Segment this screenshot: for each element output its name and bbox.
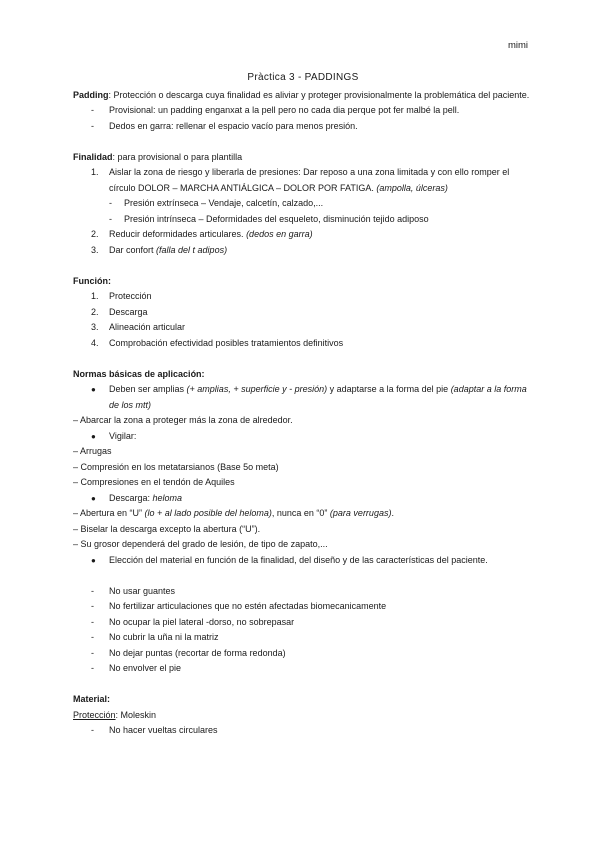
dash-marker: - [91,601,94,611]
list-item [73,305,533,321]
finalidad-text: : para provisional o para plantilla [112,151,243,162]
number-marker: 1. [91,291,99,301]
list-item [73,382,533,413]
list-item [73,243,533,259]
text-line: – Abarcar la zona a proteger más la zona de alrededor. [73,415,293,425]
dash-marker: - [109,213,112,224]
list-item [73,630,533,646]
list-item-text: Provisional: un padding enganxat a la pell pero no cada dia perque pot fer malbé la pell. [109,105,460,115]
list-item-text: No ocupar la piel lateral -dorso, no sobrepasar [109,616,295,627]
dash-marker: - [91,632,94,642]
proteccion-line [73,708,533,724]
number-marker: 4. [91,337,99,348]
padding-text: : Protección o descarga cuya finalidad es aliviar y proteger provisionalmente la problemática del paciente. [108,89,530,100]
text-line: – Abertura en “U” (lo + al lado posible del heloma), nunca en “0” (para verrugas). [73,508,394,518]
list-item-text: Presión extrínseca – Vendaje, calcetín, calzado,... [124,198,324,208]
number-marker: 3. [91,244,99,255]
text-line: – Su grosor dependerá del grado de lesión, de tipo de zapato,... [73,539,328,549]
list-item-text: Alineación articular [109,322,186,332]
list-item [73,227,533,243]
bullet-marker: ● [91,555,96,565]
bullet-marker: ● [91,385,96,394]
number-marker: 2. [91,306,99,317]
list-item-text: Deben ser amplias (+ amplias, + superficie y - presión) y adaptarse a la forma del pie (adaptar a la forma de los mtt) [109,384,527,410]
list-item-text: Vigilar: [109,430,137,441]
number-marker: 3. [91,322,99,332]
list-item-text: No hacer vueltas circulares [109,725,218,735]
padding-label: Padding [73,89,109,100]
list-item [73,615,533,631]
list-item-text: Elección del material en función de la finalidad, del diseño y de las características del paciente. [109,554,488,565]
dash-marker: - [91,616,94,627]
list-item-text: Descarga: heloma [109,492,183,503]
dash-marker: - [91,647,94,658]
list-item-text: Protección [109,291,152,301]
list-item-text: No envolver el pie [109,663,182,673]
proteccion-text: : Moleskin [115,709,157,720]
dash-marker: - [91,120,94,131]
dash-marker: - [91,585,94,596]
list-item-text: No dejar puntas (recortar de forma redonda) [109,647,286,658]
list-item [73,584,533,600]
author-name: mimi [507,40,528,51]
list-item [73,646,533,662]
normas-heading: Normas básicas de aplicación: [73,368,205,379]
list-item [73,336,533,352]
list-item [73,429,533,445]
number-marker: 2. [91,229,99,239]
number-marker: 1. [91,167,99,177]
list-item-text: No usar guantes [109,585,176,596]
dash-marker: - [91,105,94,115]
list-item [73,553,533,569]
funcion-heading: Función: [73,275,111,286]
list-item [73,212,533,228]
list-item-text: Dar confort (falla del t adipos) [109,244,228,255]
list-item-text: Comprobación efectividad posibles tratamientos definitivos [109,337,344,348]
list-item [73,289,533,305]
list-item [73,661,533,677]
text-line: – Compresiones en el tendón de Aquiles [73,477,235,487]
text-line: – Biselar la descarga excepto la abertura (“U”). [73,523,261,534]
list-item [73,165,533,196]
list-item [73,320,533,336]
list-item [73,599,533,615]
padding-definition [73,88,533,104]
list-item [73,119,533,135]
document-page [73,70,533,739]
list-item [73,491,533,507]
page-title: Pràctica 3 - PADDINGS [247,72,359,83]
dash-marker: - [109,198,112,208]
text-line: – Arrugas [73,446,112,456]
finalidad-label: Finalidad [73,151,113,162]
dash-marker: - [91,725,94,735]
list-item-text: Reducir deformidades articulares. (dedos en garra) [109,229,313,239]
list-item [73,723,533,739]
list-item-text: Presión intrínseca – Deformidades del esqueleto, disminución tejido adiposo [124,213,429,224]
dash-marker: - [91,663,94,673]
material-heading: Material: [73,694,111,704]
list-item [73,196,533,212]
bullet-marker: ● [91,493,96,503]
text-line: – Compresión en los metatarsianos (Base 5o meta) [73,461,279,472]
finalidad-heading [73,150,533,166]
list-item-text: Dedos en garra: rellenar el espacio vacío para menos presión. [109,120,358,131]
proteccion-label: Protección [73,709,116,720]
bullet-marker: ● [91,431,96,441]
list-item-text: Descarga [109,306,148,317]
list-item-text: Aislar la zona de riesgo y liberarla de presiones: Dar reposo a una zona limitada y con ello romper el círculo DOLOR – MARCHA ANTIÁLGICA – DOLOR POR FATIGA. (ampolla, úlceras) [109,167,510,193]
list-item [73,103,533,119]
list-item-text: No cubrir la uña ni la matriz [109,632,219,642]
list-item-text: No fertilizar articulaciones que no estén afectadas biomecanicamente [109,601,387,611]
